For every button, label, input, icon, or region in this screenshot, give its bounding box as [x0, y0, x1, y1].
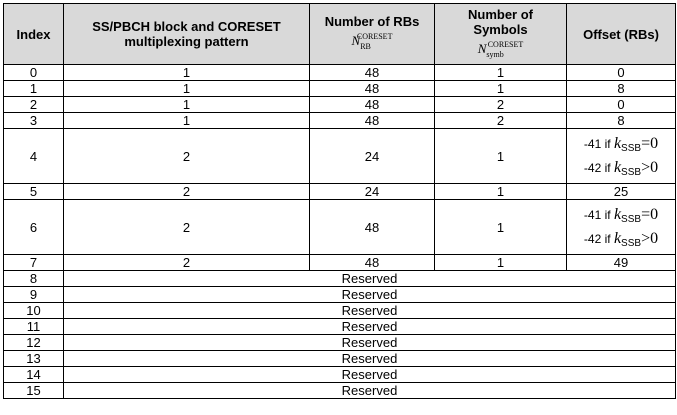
offset-value: -41 if	[583, 208, 611, 222]
cell-reserved: Reserved	[64, 271, 676, 287]
offset-condition-zero	[567, 203, 675, 227]
coreset-configuration-table	[3, 3, 676, 399]
cell-offset-conditional	[567, 200, 676, 255]
cell-symbols: 1	[435, 184, 567, 200]
reserved-row	[4, 351, 676, 367]
header-pattern-label: SS/PBCH block and CORESET multiplexing pattern	[92, 19, 281, 49]
cell-pattern: 2	[64, 255, 310, 271]
table-row	[4, 129, 676, 184]
offset-value: -42 if	[583, 161, 611, 175]
cell-index: 0	[4, 65, 64, 81]
condition-comparison: >0	[641, 159, 659, 176]
cell-pattern: 1	[64, 97, 310, 113]
condition-comparison: >0	[641, 230, 659, 247]
offset-condition-zero	[567, 132, 675, 156]
cell-index: 14	[4, 367, 64, 383]
cell-offset-conditional	[567, 129, 676, 184]
table-row	[4, 200, 676, 255]
cell-offset: 8	[567, 113, 676, 129]
kssb-subscript: SSB	[621, 238, 642, 249]
reserved-row	[4, 287, 676, 303]
header-symbols-line2: Symbols	[473, 21, 528, 37]
cell-rbs: 48	[310, 113, 435, 129]
reserved-row	[4, 335, 676, 351]
kssb-subscript: SSB	[621, 167, 642, 178]
cell-reserved: Reserved	[64, 383, 676, 399]
cell-rbs: 48	[310, 200, 435, 255]
table-row	[4, 97, 676, 113]
reserved-row	[4, 271, 676, 287]
cell-reserved: Reserved	[64, 319, 676, 335]
kssb-symbol: k	[613, 135, 622, 152]
table-row	[4, 81, 676, 97]
cell-rbs: 48	[310, 65, 435, 81]
header-symbols-line1: Number of	[468, 6, 533, 22]
cell-pattern: 1	[64, 81, 310, 97]
cell-pattern: 2	[64, 184, 310, 200]
cell-symbols: 1	[435, 200, 567, 255]
kssb-subscript: SSB	[621, 143, 642, 154]
reserved-row	[4, 367, 676, 383]
cell-index: 8	[4, 271, 64, 287]
header-rbs-label: Number of RBs	[324, 14, 420, 29]
reserved-row	[4, 383, 676, 399]
cell-symbols: 1	[435, 255, 567, 271]
condition-comparison: =0	[641, 135, 659, 152]
header-symbols-symbol	[478, 37, 524, 62]
reserved-row	[4, 303, 676, 319]
cell-index: 4	[4, 129, 64, 184]
cell-rbs: 24	[310, 129, 435, 184]
cell-pattern: 1	[64, 65, 310, 81]
cell-pattern: 2	[64, 200, 310, 255]
condition-comparison: =0	[641, 206, 659, 223]
table-row	[4, 184, 676, 200]
cell-pattern: 1	[64, 113, 310, 129]
cell-index: 15	[4, 383, 64, 399]
cell-reserved: Reserved	[64, 287, 676, 303]
cell-index: 7	[4, 255, 64, 271]
offset-value: -41 if	[583, 137, 611, 151]
symbols-symbol-sub: symb	[486, 49, 504, 59]
cell-symbols: 2	[435, 113, 567, 129]
cell-index: 3	[4, 113, 64, 129]
table-row	[4, 255, 676, 271]
cell-index: 13	[4, 351, 64, 367]
cell-reserved: Reserved	[64, 351, 676, 367]
rbs-symbol-sub: RB	[360, 42, 371, 51]
kssb-symbol: k	[613, 159, 622, 176]
cell-index: 5	[4, 184, 64, 200]
offset-condition-positive	[567, 156, 675, 180]
cell-index: 1	[4, 81, 64, 97]
header-offset: Offset (RBs)	[567, 4, 676, 65]
cell-symbols: 2	[435, 97, 567, 113]
cell-offset: 8	[567, 81, 676, 97]
kssb-subscript: SSB	[621, 214, 642, 225]
table-row	[4, 65, 676, 81]
header-number-of-symbols	[435, 4, 567, 65]
cell-rbs: 48	[310, 255, 435, 271]
header-row	[4, 4, 676, 65]
cell-index: 10	[4, 303, 64, 319]
kssb-symbol: k	[613, 230, 622, 247]
rbs-symbol-main: N	[351, 33, 361, 48]
cell-reserved: Reserved	[64, 367, 676, 383]
cell-rbs: 48	[310, 81, 435, 97]
cell-symbols: 1	[435, 65, 567, 81]
cell-offset: 0	[567, 65, 676, 81]
cell-offset: 25	[567, 184, 676, 200]
offset-condition-positive	[567, 227, 675, 251]
cell-pattern: 2	[64, 129, 310, 184]
cell-rbs: 48	[310, 97, 435, 113]
cell-index: 11	[4, 319, 64, 335]
rbs-symbol-sup: CORESET	[356, 32, 393, 41]
cell-reserved: Reserved	[64, 303, 676, 319]
reserved-row	[4, 319, 676, 335]
table-row	[4, 113, 676, 129]
cell-index: 2	[4, 97, 64, 113]
header-number-of-rbs	[310, 4, 435, 65]
offset-value: -42 if	[583, 232, 611, 246]
cell-index: 9	[4, 287, 64, 303]
cell-index: 6	[4, 200, 64, 255]
header-multiplexing-pattern	[64, 4, 310, 65]
cell-index: 12	[4, 335, 64, 351]
header-rbs-symbol	[352, 29, 393, 54]
cell-symbols: 1	[435, 129, 567, 184]
kssb-symbol: k	[613, 206, 622, 223]
header-index: Index	[4, 4, 64, 65]
cell-rbs: 24	[310, 184, 435, 200]
cell-offset: 0	[567, 97, 676, 113]
cell-reserved: Reserved	[64, 335, 676, 351]
cell-offset: 49	[567, 255, 676, 271]
cell-symbols: 1	[435, 81, 567, 97]
symbols-symbol-sup: CORESET	[487, 39, 524, 49]
symbols-symbol-main: N	[477, 40, 487, 56]
